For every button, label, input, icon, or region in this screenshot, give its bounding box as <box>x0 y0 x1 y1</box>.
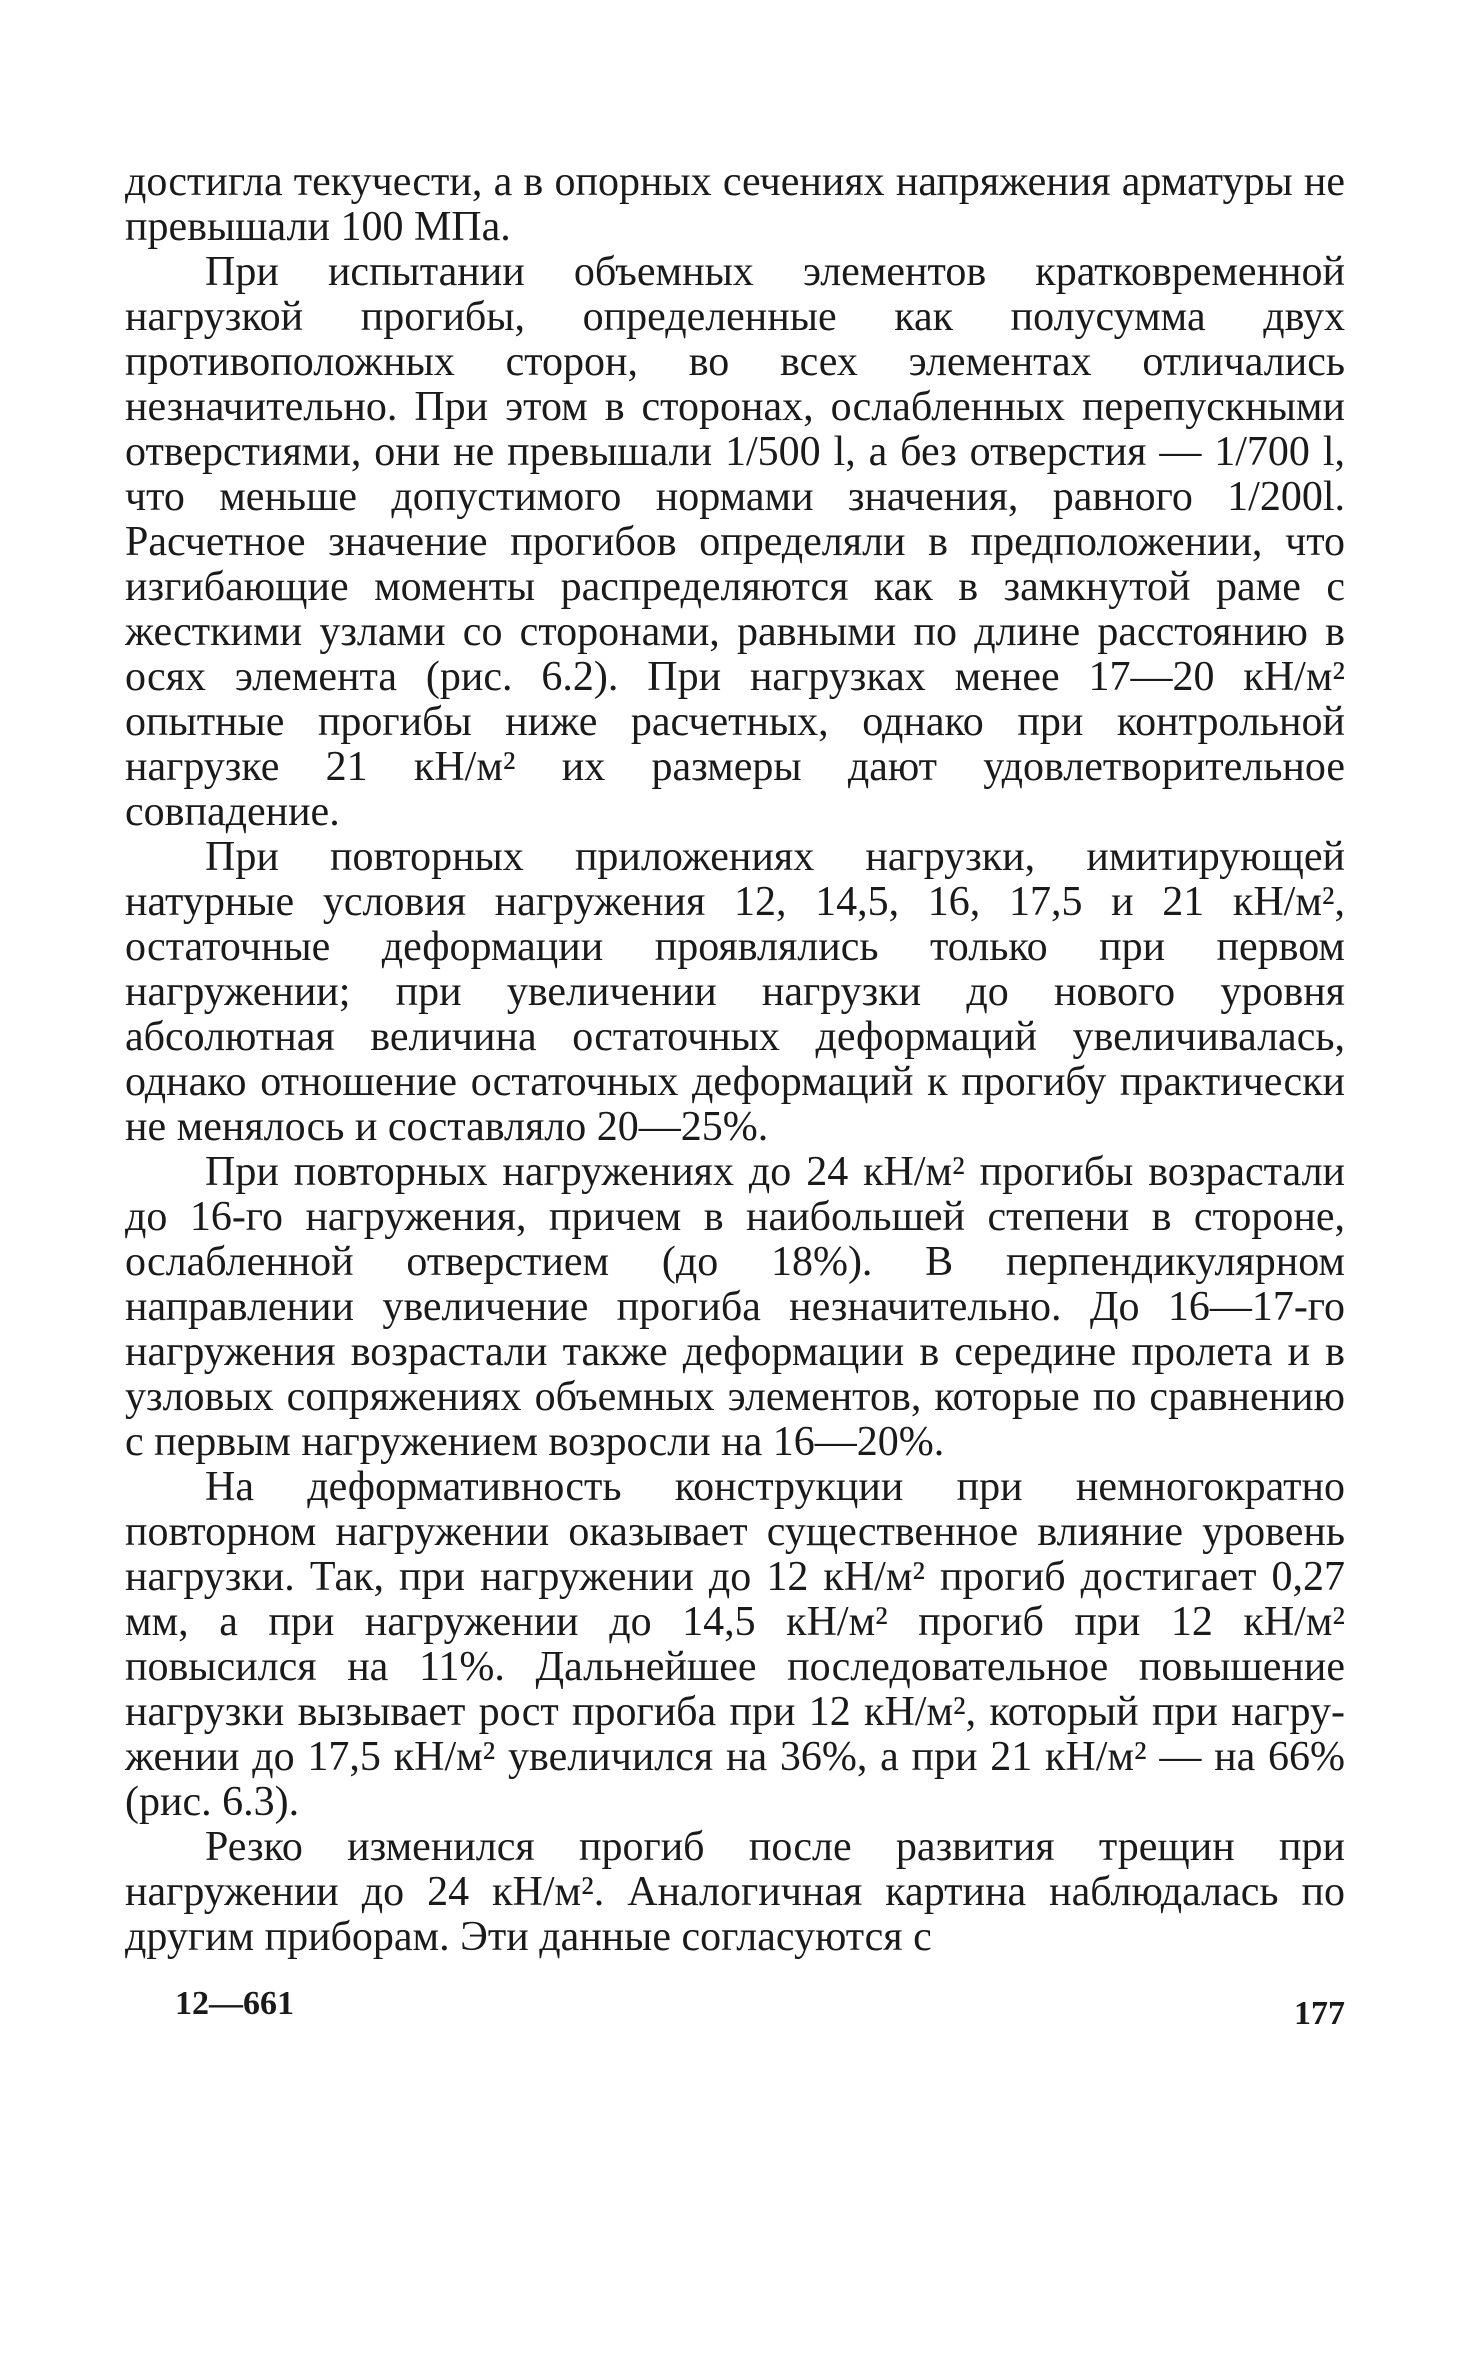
page-body <box>125 160 1345 1960</box>
paragraph: Резко изменился прогиб после развития трещин при нагружении до 24 кН/м². Аналогичная картина наблюдалась по другим приборам. Эти данные согласуются с <box>125 1824 1345 1960</box>
paragraph: При повторных нагружениях до 24 кН/м² прогибы возрастали до 16-го нагружения, причем в наибольшей степени в стороне, ослабленной отверстием (до 18%). В перпендикулярном направлении увеличение прогиба незначительно. До 16—17-го нагружения возрастали также деформации в середине пролета и в узловых сопряжениях объемных элементов, которые по сравнению с первым нагружением возросли на 16—20%. <box>125 1149 1345 1465</box>
paragraph: При испытании объемных элементов кратковременной нагрузкой прогибы, определенные как полусумма двух противоположных сторон, во всех элементах отличались незначительно. При этом в сторонах, ослабленных перепускными отверстиями, они не превышали 1/500 l, а без отверстия — 1/700 l, что меньше допустимого нормами значения, равного 1/200l. Расчетное значение прогибов определяли в предположении, что изгибающие моменты распределяются как в замкнутой раме с жесткими узлами со сторонами, равными по длине расстоянию в осях элемента (рис. 6.2). При нагрузках менее 17—20 кН/м² опытные прогибы ниже расчетных, однако при контрольной нагрузке 21 кН/м² их размеры дают удовлетворительное совпадение. <box>125 249 1345 835</box>
printer-signature: 12—661 <box>175 1985 294 2022</box>
page-number: 177 <box>1294 1995 1345 2032</box>
paragraph: На деформативность конструкции при немногократно повторном нагружении оказывает существенное влияние уровень нагрузки. Так, при нагружении до 12 кН/м² прогиб достигает 0,27 мм, а при нагружении до 14,5 кН/м² прогиб при 12 кН/м² повысился на 11%. Дальнейшее последовательное повышение нагрузки вызывает рост прогиба при 12 кН/м², который при нагружении до 17,5 кН/м² увеличился на 36%, а при 21 кН/м² — на 66% (рис. 6.3). <box>125 1464 1345 1825</box>
body-text <box>125 160 1345 1960</box>
paragraph: При повторных приложениях нагрузки, имитирующей натурные условия нагружения 12, 14,5, 16, 17,5 и 21 кН/м², остаточные деформации проявлялись только при первом нагружении; при увеличении нагрузки до нового уровня абсолютная величина остаточных деформаций увеличивалась, однако отношение остаточных деформаций к прогибу практически не менялось и составляло 20—25%. <box>125 834 1345 1150</box>
paragraph: достигла текучести, а в опорных сечениях напряжения арматуры не превышали 100 МПа. <box>125 159 1345 250</box>
